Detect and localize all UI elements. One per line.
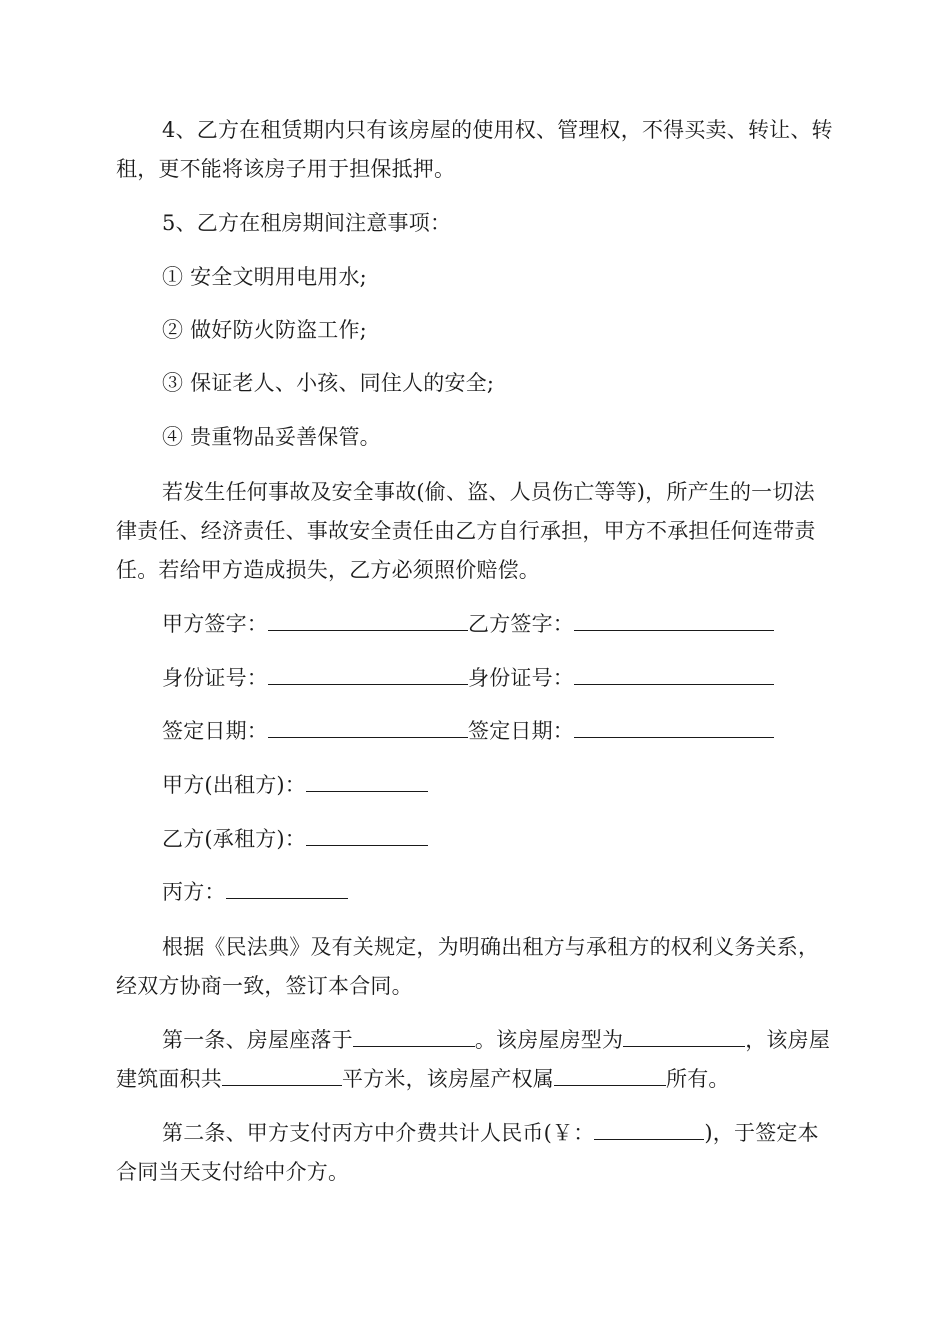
article-1-text: 。该房屋房型为 (474, 1028, 624, 1052)
preamble: 根据《民法典》及有关规定，为明确出租方与承租方的权利义务关系，经双方协商一致，签订本合同。 (116, 935, 820, 998)
liability-clause: 若发生任何事故及安全事故(偷、盗、人员伤亡等等)，所产生的一切法律责任、经济责任、事故安全责任由乙方自行承担，甲方不承担任何连带责任。若给甲方造成损失，乙方必须照价赔偿。 (116, 480, 816, 582)
article-1 (116, 1021, 834, 1099)
tenant-blank (306, 823, 428, 846)
clause-5: 5、乙方在租房期间注意事项： (162, 211, 452, 235)
party-b-sign-blank (574, 608, 774, 631)
party-b-id-blank (574, 662, 774, 685)
party-a-sign-label: 甲方签字： (162, 612, 268, 636)
article-1-text: 第一条、房屋座落于 (162, 1028, 353, 1052)
agent-row (162, 873, 348, 912)
id-row (162, 659, 774, 698)
article-2-text: )，于签定本合同当天支付给中介方。 (116, 1121, 819, 1184)
tenant-label: 乙方(承租方)： (162, 827, 306, 851)
list-item: ② 做好防火防盗工作; (162, 318, 367, 342)
article-1-text: 所有。 (666, 1067, 730, 1091)
landlord-blank (306, 769, 428, 792)
clause-4: 4、乙方在租赁期内只有该房屋的使用权、管理权，不得买卖、转让、转租，更不能将该房子用于担保抵押。 (116, 118, 833, 181)
room-type-blank (623, 1024, 745, 1047)
location-blank (353, 1024, 475, 1047)
area-blank (222, 1063, 342, 1086)
owner-blank (554, 1063, 666, 1086)
signature-row (162, 605, 774, 644)
article-2 (116, 1114, 834, 1192)
agent-label: 丙方： (162, 880, 226, 904)
agent-blank (226, 876, 348, 899)
landlord-label: 甲方(出租方)： (162, 773, 306, 797)
party-a-date-label: 签定日期： (162, 719, 268, 743)
tenant-row (162, 820, 428, 859)
list-item: ④ 贵重物品妥善保管。 (162, 425, 381, 449)
party-b-date-label: 签定日期： (468, 719, 574, 743)
article-1-text: ，该房屋建筑面积共 (116, 1028, 831, 1091)
fee-blank (594, 1117, 704, 1140)
party-a-id-label: 身份证号： (162, 666, 268, 690)
party-a-date-blank (268, 715, 468, 738)
party-b-date-blank (574, 715, 774, 738)
article-2-text: 第二条、甲方支付丙方中介费共计人民币(￥： (162, 1121, 595, 1145)
party-b-sign-label: 乙方签字： (468, 612, 574, 636)
list-item: ③ 保证老人、小孩、同住人的安全; (162, 371, 495, 395)
party-b-id-label: 身份证号： (468, 666, 574, 690)
landlord-row (162, 766, 428, 805)
party-a-id-blank (268, 662, 468, 685)
date-row (162, 712, 774, 751)
list-item: ① 安全文明用电用水; (162, 265, 367, 289)
article-1-text: 平方米，该房屋产权属 (342, 1067, 554, 1091)
party-a-sign-blank (268, 608, 468, 631)
